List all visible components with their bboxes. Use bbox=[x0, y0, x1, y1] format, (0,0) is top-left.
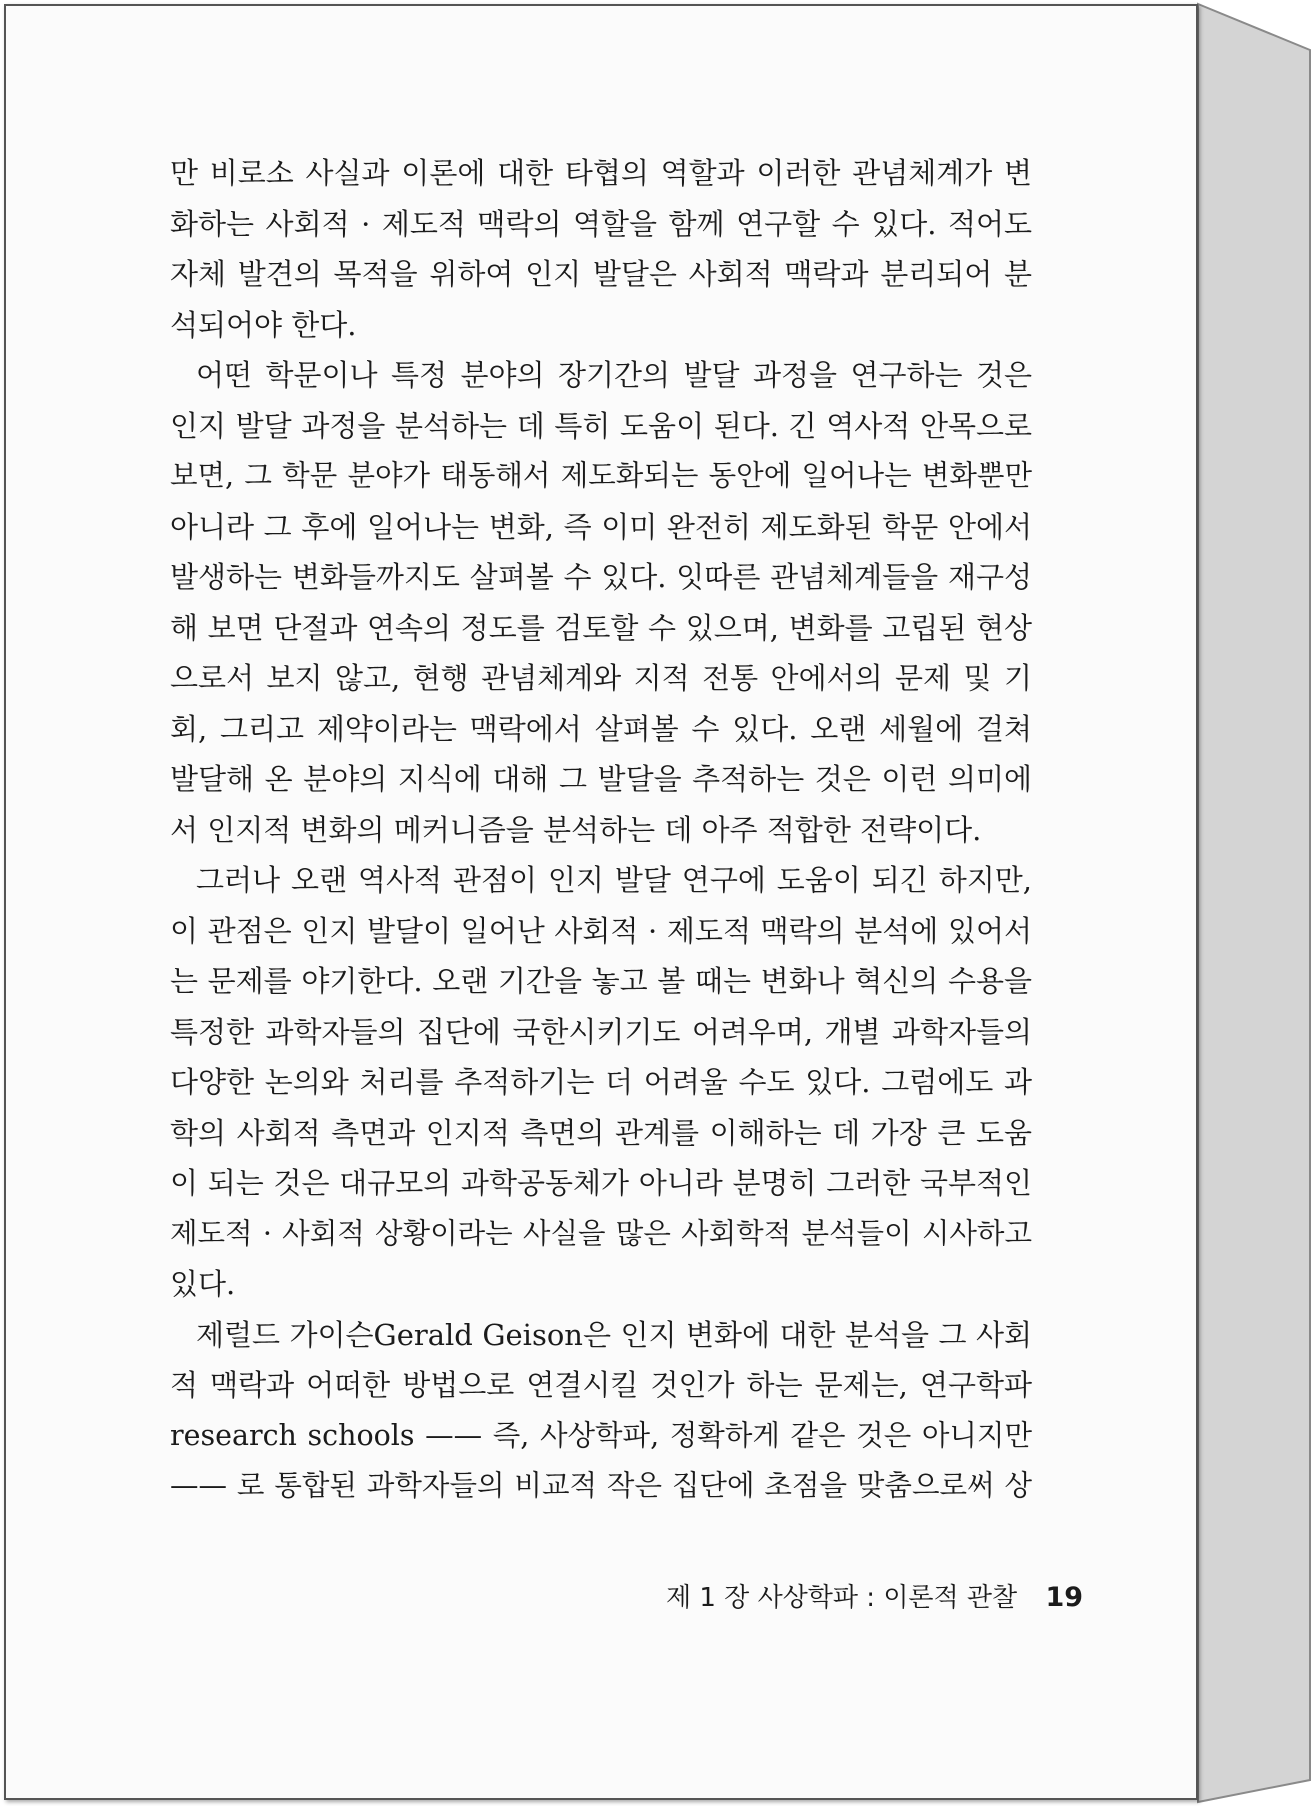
text-line: 만 비로소 사실과 이론에 대한 타협의 역할과 이러한 관념체계가 변 bbox=[170, 156, 1032, 190]
page-footer bbox=[666, 1578, 1084, 1618]
text-line: 있다. bbox=[170, 1267, 236, 1301]
text-line: 이 관점은 인지 발달이 일어난 사회적 · 제도적 맥락의 분석에 있어서 bbox=[170, 913, 1032, 948]
text-line: 제도적 · 사회적 상황이라는 사실을 많은 사회학적 분석들이 시사하고 bbox=[170, 1216, 1032, 1250]
text-line: 보면, 그 학문 분야가 태동해서 제도화되는 동안에 일어나는 변화뿐만 bbox=[170, 459, 1032, 492]
text-line: 인지 발달 과정을 분석하는 데 특히 도움이 된다. 긴 역사적 안목으로 bbox=[170, 408, 1032, 443]
text-line: 으로서 보지 않고, 현행 관념체계와 지적 전통 안에서의 문제 및 기 bbox=[170, 661, 1032, 695]
text-line: research schools —— 즉, 사상학파, 정확하게 같은 것은 아니지만 bbox=[170, 1418, 1032, 1452]
text-line: 자체 발견의 목적을 위하여 인지 발달은 사회적 맥락과 분리되어 분 bbox=[170, 257, 1032, 291]
text-line: 특정한 과학자들의 집단에 국한시키기도 어려우며, 개별 과학자들의 bbox=[170, 1014, 1032, 1049]
running-chapter-title: 제 1 장 사상학파 : 이론적 관찰 bbox=[666, 1583, 1018, 1613]
text-line: 해 보면 단절과 연속의 정도를 검토할 수 있으며, 변화를 고립된 현상 bbox=[170, 610, 1032, 645]
text-line: 제럴드 가이슨Gerald Geison은 인지 변화에 대한 분석을 그 사회 bbox=[196, 1317, 1032, 1352]
text-line: 적 맥락과 어떠한 방법으로 연결시킬 것인가 하는 문제는, 연구학파 bbox=[170, 1368, 1032, 1402]
text-line: 석되어야 한다. bbox=[170, 307, 357, 342]
text-line: 어떤 학문이나 특정 분야의 장기간의 발달 과정을 연구하는 것은 bbox=[196, 358, 1032, 392]
text-line: 서 인지적 변화의 메커니즘을 분석하는 데 아주 적합한 전략이다. bbox=[170, 812, 982, 847]
text-line: 회, 그리고 제약이라는 맥락에서 살펴볼 수 있다. 오랜 세월에 걸쳐 bbox=[170, 711, 1032, 746]
text-line: 아니라 그 후에 일어나는 변화, 즉 이미 완전히 제도화된 학문 안에서 bbox=[170, 509, 1032, 544]
text-line: 발생하는 변화들까지도 살펴볼 수 있다. 잇따른 관념체계들을 재구성 bbox=[170, 560, 1032, 594]
book-page bbox=[4, 4, 1198, 1800]
text-line: 학의 사회적 측면과 인지적 측면의 관계를 이해하는 데 가장 큰 도움 bbox=[170, 1115, 1032, 1150]
text-line: 다양한 논의와 처리를 추적하기는 더 어려울 수도 있다. 그럼에도 과 bbox=[170, 1065, 1032, 1099]
text-line: 그러나 오랜 역사적 관점이 인지 발달 연구에 도움이 되긴 하지만, bbox=[196, 863, 1032, 897]
text-line: 발달해 온 분야의 지식에 대해 그 발달을 추적하는 것은 이런 의미에 bbox=[170, 762, 1032, 796]
text-line: 는 문제를 야기한다. 오랜 기간을 놓고 볼 때는 변화나 혁신의 수용을 bbox=[170, 964, 1032, 998]
text-line: 화하는 사회적 · 제도적 맥락의 역할을 함께 연구할 수 있다. 적어도 bbox=[170, 206, 1032, 241]
body-text bbox=[170, 148, 1032, 1512]
text-line: —— 로 통합된 과학자들의 비교적 작은 집단에 초점을 맞춤으로써 상 bbox=[170, 1469, 1032, 1502]
page-number: 19 bbox=[1045, 1582, 1084, 1613]
text-line: 이 되는 것은 대규모의 과학공동체가 아니라 분명히 그러한 국부적인 bbox=[170, 1166, 1032, 1200]
